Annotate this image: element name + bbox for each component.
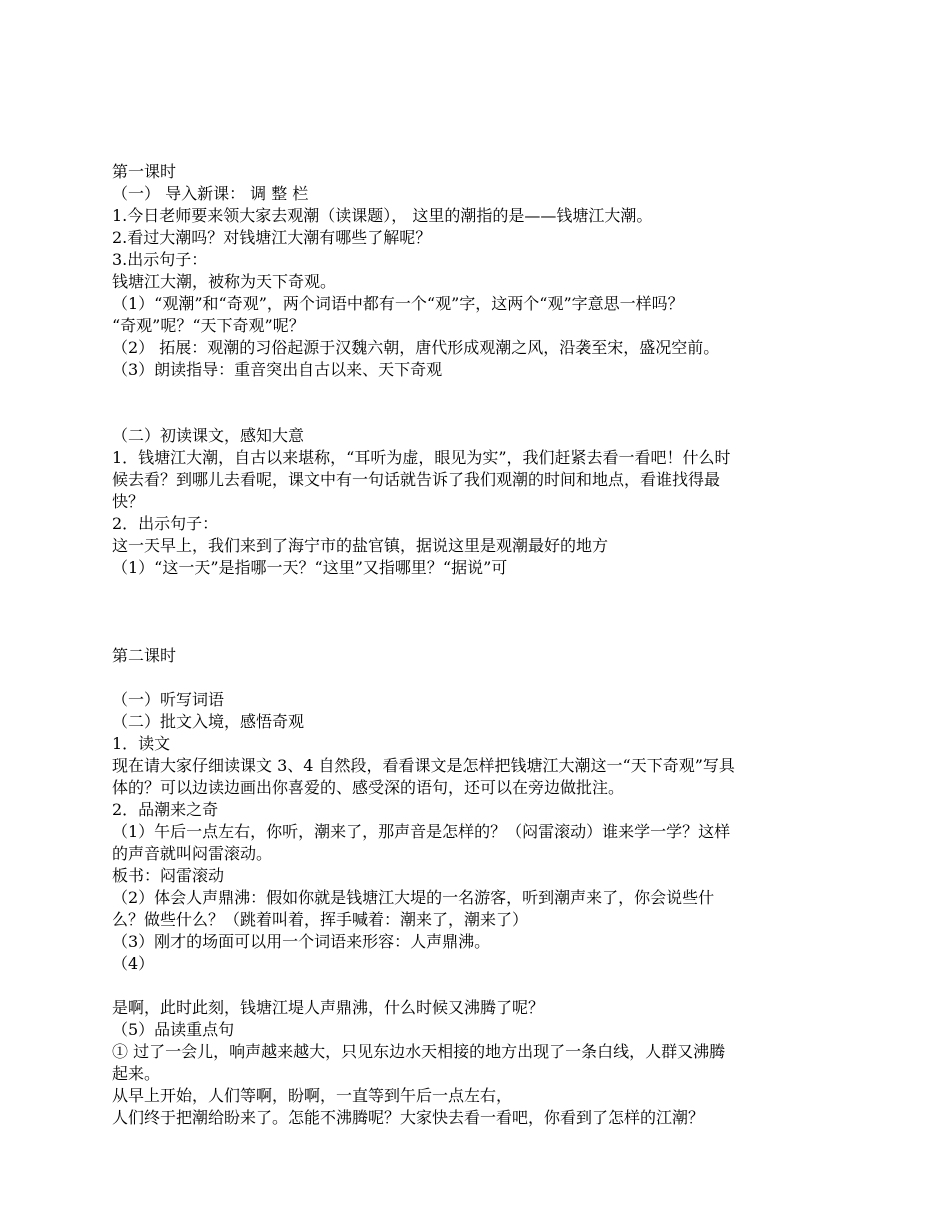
paragraph-line: ① 过了一会儿，响声越来越大，只见东边水天相接的地方出现了一条白线，人群又沸腾	[112, 1042, 726, 1061]
lesson-1-title: 第一课时	[112, 162, 177, 181]
paragraph-line: （2） 拓展：观潮的习俗起源于汉魏六朝，唐代形成观潮之风，沿袭至宋，盛况空前。	[112, 338, 720, 357]
paragraph-line: （2）体会人声鼎沸：假如你就是钱塘江大堤的一名游客，听到潮声来了，你会说些什	[112, 888, 715, 907]
paragraph-line: 人们终于把潮给盼来了。怎能不沸腾呢？大家快去看一看吧，你看到了怎样的江潮？	[112, 1108, 705, 1127]
paragraph-line: 1．钱塘江大潮，自古以来堪称，“耳听为虚，眼见为实”，我们赶紧去看一看吧！什么时	[112, 448, 731, 467]
paragraph-line: （二）初读课文，感知大意	[112, 426, 305, 445]
paragraph-line: 1．读文	[112, 734, 171, 753]
paragraph-line: 钱塘江大潮，被称为天下奇观。	[112, 272, 337, 291]
paragraph-line: 2.看过大潮吗？对钱塘江大潮有哪些了解呢？	[112, 228, 432, 247]
lesson-2-title: 第二课时	[112, 646, 177, 665]
paragraph-line: （一）听写词语	[112, 690, 225, 709]
paragraph-line: 是啊，此时此刻，钱塘江堤人声鼎沸，什么时候又沸腾了呢？	[112, 998, 545, 1017]
paragraph-line: （1）“这一天”是指哪一天？“这里”又指哪里？“据说”可	[112, 558, 508, 577]
paragraph-line: 从早上开始，人们等啊，盼啊，一直等到午后一点左右，	[112, 1086, 513, 1105]
paragraph-line: （3）刚才的场面可以用一个词语来形容：人声鼎沸。	[112, 932, 491, 951]
paragraph-line: （5）品读重点句	[112, 1020, 235, 1039]
paragraph-line: 板书：闷雷滚动	[112, 866, 225, 885]
lesson-2-key-sentence-section	[112, 997, 832, 1129]
paragraph-line: （二）批文入境，感悟奇观	[112, 712, 305, 731]
paragraph-line: “奇观”呢？“天下奇观”呢？	[112, 316, 305, 335]
paragraph-line: 快？	[112, 492, 145, 511]
paragraph-line: （3）朗读指导：重音突出自古以来、天下奇观	[112, 360, 443, 379]
lesson-1-reading-section	[112, 425, 832, 579]
paragraph-line: （一） 导入新课： 调 整 栏	[112, 184, 309, 203]
paragraph-line: 候去看？到哪儿去看呢，课文中有一句话就告诉了我们观潮的时间和地点，看谁找得最	[112, 470, 721, 489]
paragraph-line: 的声音就叫闷雷滚动。	[112, 844, 273, 863]
paragraph-line: 么？做些什么？（跳着叫着，挥手喊着：潮来了，潮来了）	[112, 910, 529, 929]
paragraph-line: 1.今日老师要来领大家去观潮（读课题）， 这里的潮指的是——钱塘江大潮。	[112, 206, 653, 225]
paragraph-line: （1）“观潮”和“奇观”，两个词语中都有一个“观”字，这两个“观”字意思一样吗？	[112, 294, 684, 313]
paragraph-line: 3.出示句子：	[112, 250, 208, 269]
paragraph-line: 2．品潮来之奇	[112, 800, 219, 819]
lesson-2-main-section	[112, 689, 832, 975]
paragraph-line: 体的？可以边读边画出你喜爱的、感受深的语句，还可以在旁边做批注。	[112, 778, 625, 797]
paragraph-line: 起来。	[112, 1064, 161, 1083]
paragraph-line: （1）午后一点左右，你听，潮来了，那声音是怎样的？（闷雷滚动）谁来学一学？这样	[112, 822, 731, 841]
paragraph-line: 2．出示句子：	[112, 514, 219, 533]
paragraph-line: 这一天早上，我们来到了海宁市的盐官镇，据说这里是观潮最好的地方	[112, 536, 609, 555]
document-page	[112, 161, 832, 1129]
paragraph-line: （4）	[112, 954, 155, 973]
paragraph-line: 现在请大家仔细读课文 3、4 自然段，看看课文是怎样把钱塘江大潮这一“天下奇观”写具	[112, 756, 735, 775]
lesson-1-intro-section	[112, 183, 832, 381]
